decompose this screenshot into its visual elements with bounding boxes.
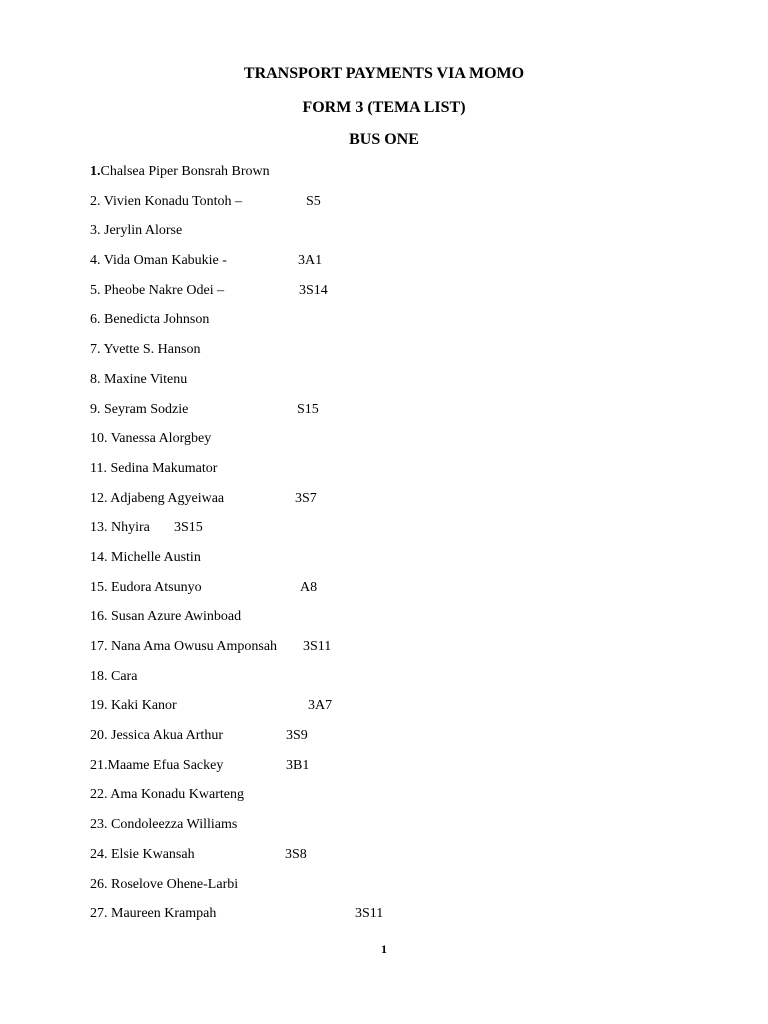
list-item (90, 310, 277, 340)
student-name: Eudora Atsunyo (111, 579, 202, 595)
list-item (90, 429, 277, 459)
student-name: Vanessa Alorgbey (110, 431, 212, 447)
student-class: 3S14 (299, 282, 328, 298)
student-class: S5 (306, 193, 321, 209)
student-name: Vivien Konadu Tontoh – (103, 193, 243, 209)
form-subtitle: FORM 3 (TEMA LIST) (302, 99, 466, 116)
list-item (90, 696, 333, 726)
list-item (90, 162, 277, 192)
item-number: 15. (90, 579, 111, 595)
item-number: 24. (90, 846, 111, 862)
item-number: 27. (90, 906, 111, 922)
list-item (90, 904, 384, 934)
list-item (90, 667, 277, 697)
student-name: Cara (111, 668, 138, 684)
item-number: 22. (90, 787, 111, 803)
student-name: Maame Efua Sackey (107, 757, 224, 773)
student-class: 3A1 (298, 253, 323, 269)
item-number: 21. (90, 757, 108, 773)
item-number: 1. (90, 164, 101, 179)
list-item (90, 578, 318, 608)
item-number: 16. (90, 609, 111, 625)
student-name: Jerylin Alorse (104, 223, 183, 239)
list-item (90, 459, 277, 489)
list-item (90, 489, 317, 519)
list-item (90, 192, 321, 222)
student-class: S15 (297, 401, 319, 417)
student-class: 3S8 (285, 846, 307, 862)
list-item (90, 548, 277, 578)
student-name: Jessica Akua Arthur (111, 728, 223, 744)
item-number: 8. (90, 371, 104, 387)
list-item (90, 281, 328, 311)
item-number: 20. (90, 728, 111, 744)
item-number: 5. (90, 282, 104, 298)
list-item (90, 340, 277, 370)
list-item (90, 400, 319, 430)
list-item (90, 785, 277, 815)
list-item (90, 726, 308, 756)
item-number: 2. (90, 193, 104, 209)
bus-heading: BUS ONE (349, 131, 419, 148)
page-number: 1 (381, 942, 387, 956)
student-name: Roselove Ohene-Larbi (111, 876, 239, 892)
student-class: 3B1 (286, 757, 310, 773)
student-class: 3S7 (295, 490, 317, 506)
list-item (90, 607, 277, 637)
student-name: Nhyira (111, 520, 150, 536)
item-number: 3. (90, 223, 104, 239)
item-number: 17. (90, 639, 111, 654)
student-class: 3S11 (303, 639, 332, 654)
item-number: 11. (90, 460, 111, 476)
student-name: Michelle Austin (111, 549, 201, 565)
list-item (90, 221, 277, 251)
student-name: Sedina Makumator (110, 460, 218, 476)
item-number: 19. (90, 698, 111, 714)
student-name: Yvette S. Hanson (103, 342, 201, 358)
student-name: Seyram Sodzie (104, 401, 189, 417)
student-name: Ama Konadu Kwarteng (110, 787, 244, 803)
student-class: 3S9 (286, 728, 308, 744)
item-number: 13. (90, 520, 111, 536)
student-name: Condoleezza Williams (111, 817, 238, 833)
student-class: 3S11 (355, 906, 384, 922)
student-name: Susan Azure Awinboad (111, 609, 242, 625)
list-item (90, 518, 277, 548)
document-title: TRANSPORT PAYMENTS VIA MOMO (243, 65, 525, 82)
list-item (90, 251, 323, 281)
item-number: 10. (90, 431, 111, 447)
item-number: 26. (90, 876, 111, 892)
student-name: Adjabeng Agyeiwaa (110, 490, 225, 506)
list-item (90, 756, 310, 786)
item-number: 18. (90, 668, 111, 684)
student-name: Elsie Kwansah (111, 846, 195, 862)
student-class: A8 (300, 579, 318, 595)
item-number: 6. (90, 312, 104, 328)
item-number: 4. (90, 253, 104, 269)
list-item (90, 370, 277, 400)
list-item (90, 815, 277, 845)
student-name: Maureen Krampah (111, 906, 217, 922)
item-number: 14. (90, 549, 111, 565)
item-number: 12. (90, 490, 111, 506)
student-name: Pheobe Nakre Odei – (104, 282, 225, 298)
student-name: Maxine Vitenu (104, 371, 188, 387)
student-class: 3S15 (174, 520, 203, 536)
item-number: 7. (90, 342, 104, 358)
list-item (90, 875, 277, 905)
student-name: Chalsea Piper Bonsrah Brown (100, 164, 270, 179)
item-number: 9. (90, 401, 104, 417)
student-name: Nana Ama Owusu Amponsah (111, 639, 278, 654)
item-number: 23. (90, 817, 111, 833)
list-item (90, 637, 332, 667)
student-name: Benedicta Johnson (104, 312, 210, 328)
student-class: 3A7 (308, 698, 333, 714)
student-list (90, 162, 384, 934)
list-item (90, 845, 307, 875)
student-name: Vida Oman Kabukie - (103, 253, 227, 269)
student-name: Kaki Kanor (111, 698, 177, 714)
